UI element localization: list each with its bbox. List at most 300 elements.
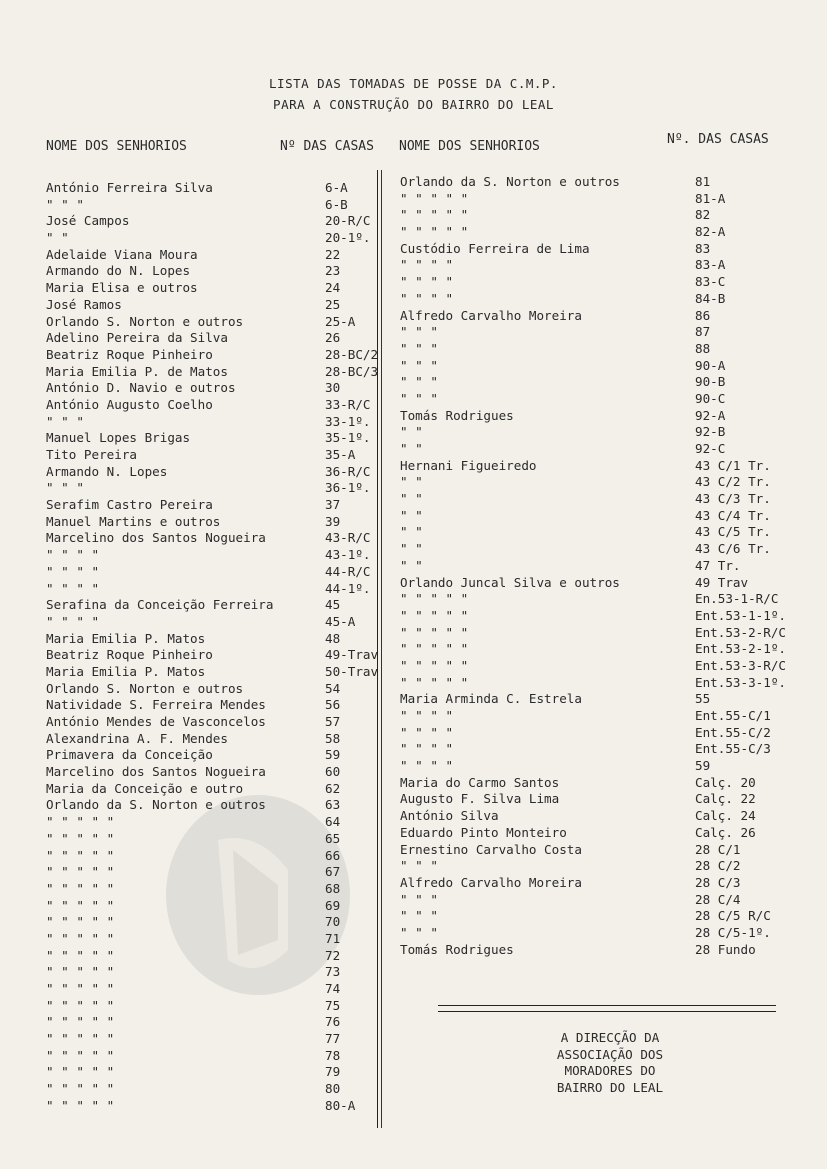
landlord-row — [400, 575, 820, 592]
landlord-row — [46, 681, 376, 698]
house-number: 71 — [325, 930, 341, 946]
landlord-row — [46, 1031, 376, 1048]
landlord-row — [46, 314, 376, 331]
landlord-row — [400, 892, 820, 909]
landlord-row — [400, 541, 820, 558]
house-number: 33-1º. — [325, 413, 371, 429]
landlord-name: " " " " — [46, 580, 100, 596]
landlord-row — [400, 942, 820, 959]
landlord-row — [46, 213, 376, 230]
house-number: 57 — [325, 714, 341, 729]
house-number: 20-R/C — [325, 213, 371, 229]
landlord-row — [400, 391, 820, 408]
landlord-name: " " " " " — [46, 1031, 115, 1047]
landlord-row — [400, 725, 820, 742]
landlord-name: Manuel Lopes Brigas — [46, 430, 191, 446]
landlord-row — [400, 641, 820, 658]
landlord-row — [400, 808, 820, 825]
landlord-row — [400, 842, 820, 859]
landlord-row — [46, 731, 376, 748]
house-number: 65 — [325, 830, 341, 846]
house-number: 92-A — [695, 407, 726, 423]
landlord-row — [400, 708, 820, 725]
landlord-name: Primavera da Conceição — [46, 747, 213, 763]
landlord-row — [400, 875, 820, 892]
landlord-row — [46, 1098, 376, 1115]
house-number: 90-C — [695, 390, 726, 406]
landlord-row — [46, 881, 376, 898]
house-number: 79 — [325, 1064, 341, 1080]
document-title-line2: PARA A CONSTRUÇÃO DO BAIRRO DO LEAL — [273, 97, 554, 112]
landlord-name: António Augusto Coelho — [46, 396, 213, 412]
landlord-name: " " " — [400, 908, 438, 924]
landlord-row — [400, 274, 820, 291]
landlord-name: Adelino Pereira da Silva — [46, 330, 228, 346]
landlord-name: " " " " " — [46, 1081, 115, 1097]
landlord-row — [46, 981, 376, 998]
landlord-row — [46, 764, 376, 781]
landlord-row — [46, 547, 376, 564]
landlord-name: " " " " — [46, 547, 100, 563]
landlord-row — [400, 291, 820, 308]
landlord-row — [46, 663, 379, 681]
landlord-name: " " " " " — [400, 607, 469, 623]
landlord-name: " " " " " — [46, 864, 115, 880]
landlord-row — [46, 597, 376, 614]
landlord-name: Beatriz Roque Pinheiro — [46, 647, 213, 663]
house-number: En.53-1-R/C — [695, 591, 779, 607]
house-number: 82 — [695, 207, 711, 223]
landlord-row — [46, 180, 376, 197]
landlord-name: " " " " " — [400, 190, 469, 206]
house-number: Calç. 24 — [695, 808, 756, 824]
landlord-name: Orlando da S. Norton e outros — [46, 797, 266, 813]
house-number: 83 — [695, 240, 711, 256]
landlord-row — [400, 741, 820, 758]
landlord-name: " " — [400, 524, 423, 540]
house-number: 87 — [695, 324, 711, 340]
house-number: 43 C/3 Tr. — [695, 491, 771, 507]
landlord-name: Orlando Juncal Silva e outros — [400, 574, 620, 590]
landlord-row — [400, 341, 820, 358]
house-number: 58 — [325, 730, 341, 746]
house-number: 80 — [325, 1081, 341, 1097]
signature-line: BAIRRO DO LEAL — [556, 1079, 664, 1095]
landlord-name: Serafina da Conceição Ferreira — [46, 597, 274, 613]
landlord-name: " " " — [400, 340, 438, 356]
house-number: 77 — [325, 1031, 341, 1047]
landlord-name: Alfredo Carvalho Moreira — [400, 874, 582, 890]
landlord-row — [400, 825, 820, 842]
landlord-name: Eduardo Pinto Monteiro — [400, 824, 567, 840]
landlord-row — [46, 797, 376, 814]
landlord-row — [46, 530, 376, 547]
landlord-name: " " " " " — [46, 1014, 115, 1030]
house-number: 49 Trav — [695, 574, 749, 590]
landlord-name: " " " " " — [46, 930, 115, 946]
landlord-row — [400, 241, 820, 258]
house-number: 44-1º. — [325, 580, 371, 596]
landlord-name: Hernani Figueiredo — [400, 457, 537, 473]
house-number: 36-R/C — [325, 463, 371, 479]
landlord-row — [46, 564, 376, 581]
landlord-name: " " " — [46, 413, 84, 429]
landlord-row — [400, 358, 820, 375]
house-number: 24 — [325, 280, 341, 296]
house-number: 78 — [325, 1047, 341, 1063]
landlord-row — [46, 614, 376, 631]
landlord-row — [46, 581, 376, 598]
landlord-row — [46, 197, 376, 214]
landlord-name: " " — [400, 424, 423, 440]
landlord-row — [400, 558, 820, 575]
landlord-name: Armando N. Lopes — [46, 463, 168, 479]
signature-block — [500, 1030, 720, 1096]
landlord-row — [46, 280, 376, 297]
landlord-name: Orlando da S. Norton e outros — [400, 174, 620, 189]
landlord-row — [46, 864, 376, 881]
landlord-name: António Ferreira Silva — [46, 180, 213, 195]
house-number: Ent.55-C/1 — [695, 708, 771, 723]
house-number: 28 C/4 — [695, 891, 741, 907]
house-number: 66 — [325, 847, 341, 863]
house-number: 43-R/C — [325, 530, 371, 546]
landlord-row — [46, 1014, 376, 1031]
landlord-row — [46, 964, 376, 981]
landlord-name: Marcelino dos Santos Nogueira — [46, 764, 266, 780]
landlord-name: José Ramos — [46, 296, 122, 312]
house-number: Ent.53-3-1º. — [695, 674, 786, 690]
house-number: 43 C/2 Tr. — [695, 474, 771, 490]
landlord-name: " " " " " — [46, 997, 115, 1013]
landlord-name: " " " — [400, 891, 438, 907]
landlord-name: Ernestino Carvalho Costa — [400, 841, 582, 857]
house-number: 49-Trav — [325, 647, 379, 663]
house-number: 28-BC/3 — [325, 363, 379, 379]
landlord-row — [46, 380, 376, 397]
landlord-row — [400, 908, 820, 925]
landlord-row — [46, 948, 376, 965]
landlord-name: Alexandrina A. F. Mendes — [46, 730, 228, 746]
house-number: 22 — [325, 246, 341, 262]
landlord-name: " " " " — [400, 758, 454, 774]
landlord-name: " " — [46, 230, 69, 246]
landlord-name: " " " " " — [400, 224, 469, 240]
house-number: 92-C — [695, 441, 726, 456]
landlord-row — [46, 397, 376, 414]
house-number: 69 — [325, 897, 341, 913]
house-number: 81 — [695, 174, 711, 189]
house-number: Ent.53-2-R/C — [695, 624, 786, 640]
landlord-row — [400, 191, 820, 208]
landlord-name: " " " — [400, 357, 438, 373]
house-number: 45-A — [325, 613, 356, 629]
landlord-name: Maria Emilia P. Matos — [46, 663, 206, 679]
landlord-name: " " " " — [400, 741, 454, 757]
house-number: 83-C — [695, 274, 726, 290]
landlord-row — [46, 697, 376, 714]
landlord-row — [400, 675, 820, 692]
landlord-row — [46, 430, 376, 447]
landlord-row — [46, 447, 376, 464]
landlord-name: " " — [400, 557, 423, 573]
landlord-row — [46, 747, 376, 764]
landlord-row — [46, 363, 379, 381]
landlord-name: Tomás Rodrigues — [400, 941, 514, 957]
landlord-row — [46, 230, 376, 247]
landlord-name: " " — [400, 474, 423, 490]
landlord-name: " " " — [46, 480, 84, 496]
house-number: 25 — [325, 296, 341, 312]
signature-rule-top — [438, 1005, 776, 1006]
right-header-num: Nº. DAS CASAS — [667, 132, 769, 147]
landlord-row — [400, 474, 820, 491]
landlord-name: " " — [400, 507, 423, 523]
house-number: 60 — [325, 764, 341, 780]
landlord-row — [46, 247, 376, 264]
landlord-row — [46, 848, 376, 865]
landlord-row — [46, 647, 379, 664]
landlord-name: " " " " " — [46, 1097, 115, 1113]
house-number: 84-B — [695, 290, 726, 306]
landlord-name: " " " " " — [400, 641, 469, 657]
landlord-name: Maria da Conceição e outro — [46, 780, 244, 796]
landlord-name: Custódio Ferreira de Lima — [400, 240, 590, 256]
house-number: 73 — [325, 964, 341, 980]
house-number: 82-A — [695, 224, 726, 240]
house-number: 83-A — [695, 257, 726, 273]
landlord-row — [46, 781, 376, 798]
landlord-name: " " " — [400, 390, 438, 406]
landlord-row — [400, 174, 820, 191]
house-number: 80-A — [325, 1097, 356, 1113]
landlord-name: José Campos — [46, 213, 130, 229]
landlord-name: " " " — [46, 196, 84, 212]
house-number: Ent.55-C/3 — [695, 741, 771, 757]
landlord-row — [400, 925, 820, 942]
landlord-row — [46, 330, 376, 347]
landlord-row — [400, 308, 820, 325]
landlord-row — [46, 1064, 376, 1081]
landlord-row — [400, 508, 820, 525]
landlord-name: " " " " " — [46, 981, 115, 996]
landlord-name: " " " " — [46, 563, 100, 579]
house-number: 43 C/4 Tr. — [695, 507, 771, 523]
landlord-name: " " " — [400, 858, 438, 874]
landlord-name: " " " " " — [46, 880, 115, 896]
landlord-row — [400, 441, 820, 458]
house-number: 48 — [325, 630, 341, 646]
house-number: 35-A — [325, 447, 356, 462]
landlord-name: Serafim Castro Pereira — [46, 497, 213, 513]
house-number: 43 C/6 Tr. — [695, 541, 771, 557]
landlord-row — [400, 608, 820, 625]
column-divider-inner — [381, 170, 382, 1128]
landlord-row — [46, 480, 376, 497]
landlord-name: " " " " " — [46, 914, 115, 930]
house-number: 70 — [325, 914, 341, 930]
landlord-row — [400, 458, 820, 475]
landlord-name: Alfredo Carvalho Moreira — [400, 307, 582, 323]
left-header-name: NOME DOS SENHORIOS — [46, 139, 187, 154]
house-number: 68 — [325, 880, 341, 896]
house-number: 56 — [325, 697, 341, 713]
house-number: 26 — [325, 330, 341, 346]
landlord-row — [400, 424, 820, 441]
house-number: 62 — [325, 780, 341, 796]
house-number: 74 — [325, 981, 341, 996]
landlord-name: Augusto F. Silva Lima — [400, 791, 560, 807]
landlord-name: " " " " " — [46, 830, 115, 846]
house-number: 6-A — [325, 180, 348, 195]
landlord-row — [46, 1048, 376, 1065]
house-number: 28 C/5-1º. — [695, 924, 771, 940]
landlord-row — [46, 998, 376, 1015]
landlord-row — [400, 374, 820, 391]
landlord-name: António D. Navio e outros — [46, 380, 236, 396]
landlord-name: " " " " " — [46, 964, 115, 980]
landlord-row — [46, 714, 376, 731]
landlord-row — [46, 514, 376, 531]
landlord-row — [400, 775, 820, 792]
signature-line: MORADORES DO — [564, 1063, 656, 1078]
landlord-name: António Mendes de Vasconcelos — [46, 714, 266, 729]
landlord-row — [400, 791, 820, 808]
left-landlord-list — [46, 180, 379, 1115]
house-number: 28 C/5 R/C — [695, 908, 771, 924]
house-number: 33-R/C — [325, 396, 371, 412]
left-header-num: Nº DAS CASAS — [280, 139, 374, 154]
landlord-row — [46, 346, 379, 364]
house-number: 25-A — [325, 313, 356, 329]
landlord-name: " " " " " — [46, 847, 115, 863]
landlord-name: " " " " " — [46, 1064, 115, 1080]
landlord-name: " " " — [400, 374, 438, 390]
right-header-name: NOME DOS SENHORIOS — [399, 139, 540, 154]
landlord-name: Maria Emilia P. Matos — [46, 630, 206, 646]
landlord-name: " " " " — [400, 290, 454, 306]
landlord-name: Maria do Carmo Santos — [400, 774, 560, 790]
house-number: 36-1º. — [325, 480, 371, 496]
landlord-name: Maria Arminda C. Estrela — [400, 691, 582, 707]
landlord-name: Maria Elisa e outros — [46, 280, 198, 296]
house-number: Ent.53-2-1º. — [695, 641, 786, 657]
house-number: Calç. 22 — [695, 791, 756, 807]
landlord-name: " " " " — [400, 708, 454, 723]
landlord-row — [46, 464, 376, 481]
house-number: 45 — [325, 597, 341, 613]
landlord-row — [46, 414, 376, 431]
document-title-line1: LISTA DAS TOMADAS DE POSSE DA C.M.P. — [269, 76, 558, 91]
landlord-row — [46, 1081, 376, 1098]
landlord-row — [46, 631, 376, 648]
house-number: 39 — [325, 513, 341, 529]
landlord-row — [400, 625, 820, 642]
signature-line: ASSOCIAÇÃO DOS — [556, 1046, 664, 1062]
house-number: 28 C/1 — [695, 841, 741, 857]
landlord-name: " " " " " — [400, 591, 469, 607]
house-number: 90-A — [695, 357, 726, 373]
house-number: 64 — [325, 814, 341, 830]
house-number: 44-R/C — [325, 563, 371, 579]
house-number: 81-A — [695, 190, 726, 206]
house-number: 92-B — [695, 424, 726, 440]
house-number: 28-BC/2 — [325, 346, 379, 362]
landlord-name: " " " — [400, 924, 438, 940]
landlord-row — [46, 831, 376, 848]
house-number: 50-Trav — [325, 663, 379, 679]
house-number: 55 — [695, 691, 711, 707]
landlord-name: Orlando S. Norton e outros — [46, 313, 244, 329]
landlord-name: " " — [400, 441, 423, 456]
house-number: Ent.53-3-R/C — [695, 657, 786, 673]
landlord-name: " " " " " — [46, 814, 115, 830]
house-number: 63 — [325, 797, 341, 813]
house-number: 28 Fundo — [695, 941, 756, 957]
house-number: 75 — [325, 997, 341, 1013]
landlord-name: " " " " " — [400, 207, 469, 223]
landlord-row — [400, 224, 820, 241]
landlord-name: " " " " — [400, 724, 454, 740]
house-number: Ent.55-C/2 — [695, 724, 771, 740]
house-number: 43 C/5 Tr. — [695, 524, 771, 540]
landlord-row — [400, 858, 820, 875]
landlord-row — [46, 814, 376, 831]
house-number: 72 — [325, 947, 341, 963]
house-number: 59 — [325, 747, 341, 763]
landlord-name: Armando do N. Lopes — [46, 263, 191, 279]
landlord-row — [400, 257, 820, 274]
house-number: 47 Tr. — [695, 557, 741, 573]
landlord-name: " " " " " — [400, 624, 469, 640]
house-number: 20-1º. — [325, 230, 371, 246]
landlord-name: " " " " — [46, 613, 100, 629]
landlord-row — [400, 207, 820, 224]
house-number: 90-B — [695, 374, 726, 390]
landlord-row — [400, 691, 820, 708]
house-number: 43 C/1 Tr. — [695, 457, 771, 473]
landlord-row — [46, 898, 376, 915]
house-number: 28 C/3 — [695, 874, 741, 890]
landlord-name: " " " " — [400, 274, 454, 290]
landlord-name: " " " — [400, 324, 438, 340]
house-number: 43-1º. — [325, 547, 371, 563]
house-number: 6-B — [325, 196, 348, 212]
landlord-name: Marcelino dos Santos Nogueira — [46, 530, 266, 546]
landlord-row — [46, 297, 376, 314]
landlord-name: Beatriz Roque Pinheiro — [46, 346, 213, 362]
landlord-name: " " " " — [400, 257, 454, 273]
landlord-name: Manuel Martins e outros — [46, 513, 221, 529]
landlord-row — [400, 658, 820, 675]
landlord-name: " " — [400, 541, 423, 557]
right-landlord-list — [400, 174, 820, 958]
house-number: 35-1º. — [325, 430, 371, 446]
landlord-row — [400, 491, 820, 508]
landlord-name: Tito Pereira — [46, 447, 137, 462]
landlord-name: " " " " " — [400, 657, 469, 673]
house-number: 37 — [325, 497, 341, 513]
landlord-row — [400, 758, 820, 775]
landlord-row — [400, 524, 820, 541]
landlord-row — [400, 408, 820, 425]
landlord-name: Tomás Rodrigues — [400, 407, 514, 423]
landlord-name: " " " " " — [46, 1047, 115, 1063]
landlord-row — [400, 324, 820, 341]
house-number: 76 — [325, 1014, 341, 1030]
landlord-name: " " " " " — [46, 897, 115, 913]
landlord-name: Adelaide Viana Moura — [46, 246, 198, 262]
